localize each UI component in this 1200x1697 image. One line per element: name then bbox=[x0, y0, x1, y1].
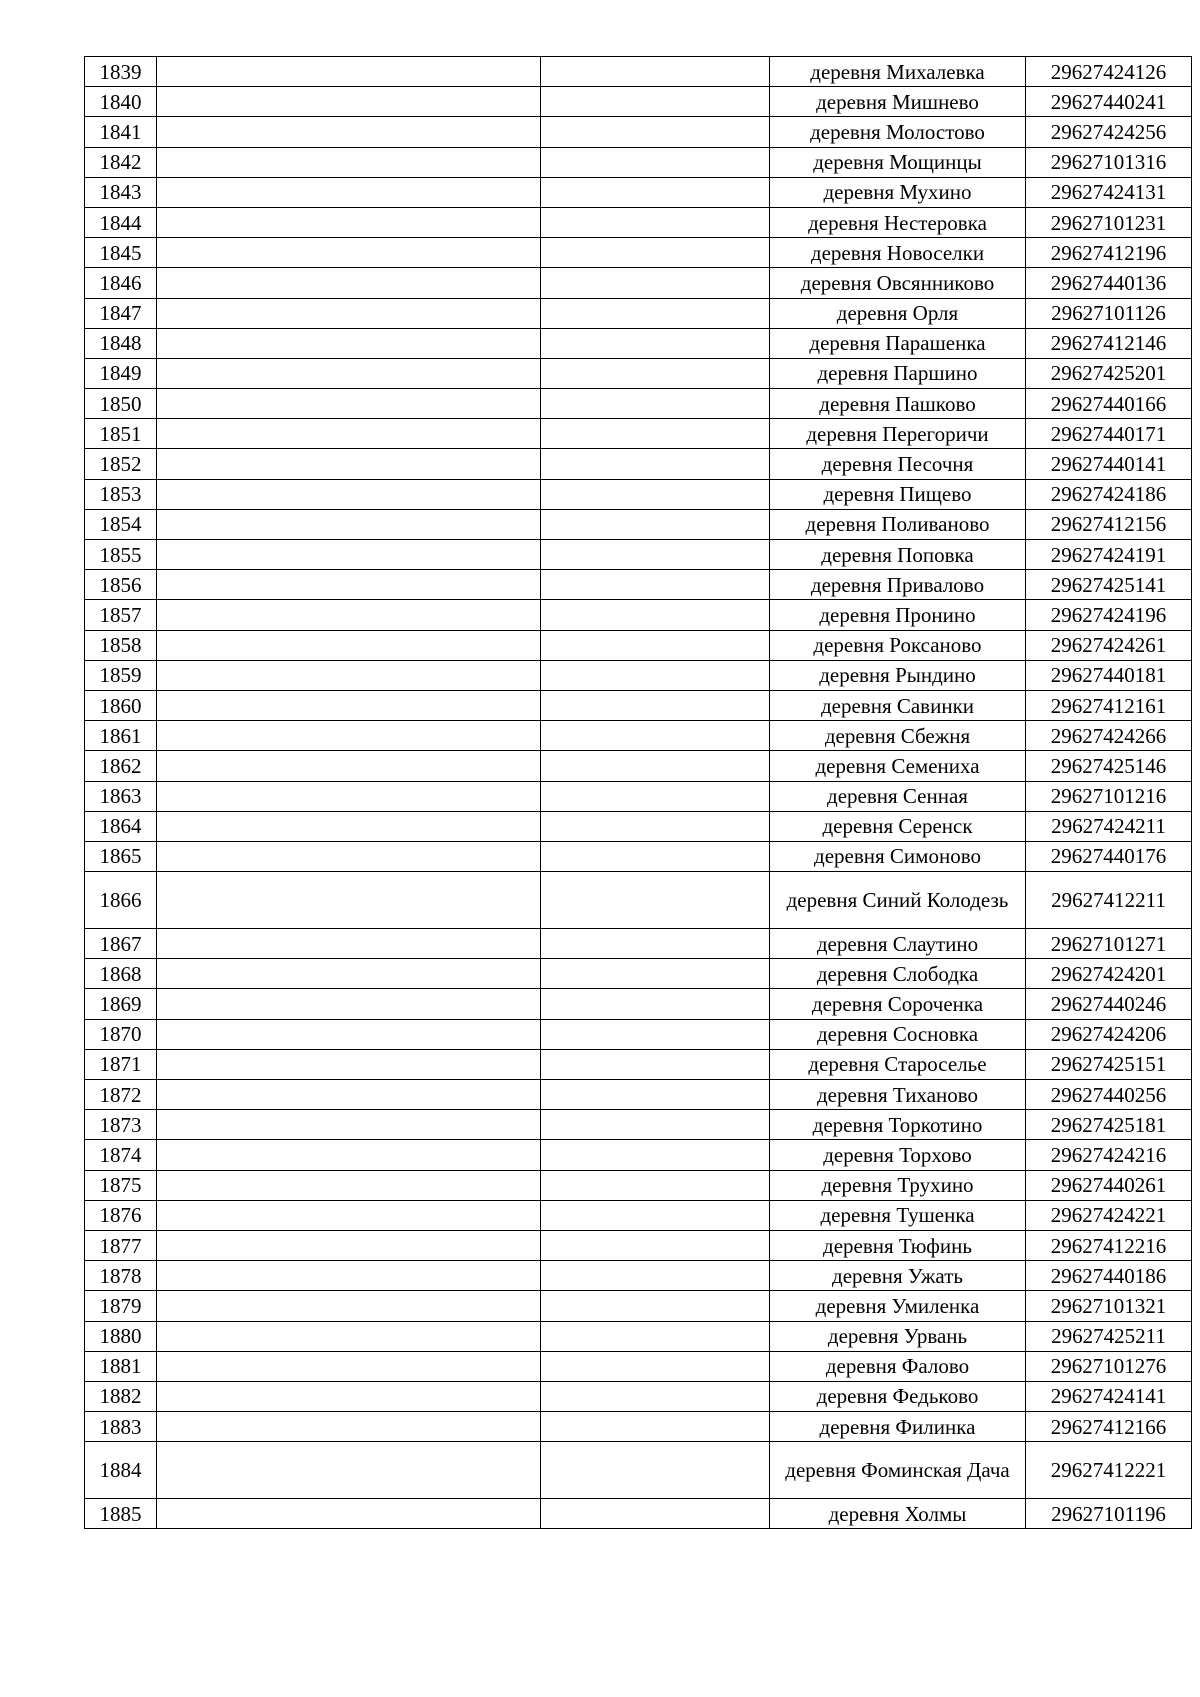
empty-cell bbox=[157, 811, 541, 841]
empty-cell bbox=[541, 721, 770, 751]
row-number-cell: 1884 bbox=[85, 1442, 157, 1499]
row-number-cell: 1852 bbox=[85, 449, 157, 479]
empty-cell bbox=[157, 1140, 541, 1170]
empty-cell bbox=[157, 1261, 541, 1291]
empty-cell bbox=[541, 1140, 770, 1170]
empty-cell bbox=[157, 117, 541, 147]
table-row bbox=[85, 1019, 1192, 1049]
empty-cell bbox=[541, 872, 770, 929]
settlement-name-cell: деревня Привалово bbox=[770, 570, 1026, 600]
row-number-cell: 1857 bbox=[85, 600, 157, 630]
oktmo-code-cell: 29627412196 bbox=[1026, 238, 1192, 268]
row-number-cell: 1845 bbox=[85, 238, 157, 268]
empty-cell bbox=[157, 1499, 541, 1529]
empty-cell bbox=[157, 358, 541, 388]
empty-cell bbox=[541, 1442, 770, 1499]
settlement-name-cell: деревня Урвань bbox=[770, 1321, 1026, 1351]
oktmo-code-cell: 29627440176 bbox=[1026, 841, 1192, 871]
empty-cell bbox=[541, 811, 770, 841]
empty-cell bbox=[541, 1291, 770, 1321]
settlement-name-cell: деревня Тюфинь bbox=[770, 1230, 1026, 1260]
settlement-name-cell: деревня Савинки bbox=[770, 690, 1026, 720]
table-row bbox=[85, 1351, 1192, 1381]
row-number-cell: 1868 bbox=[85, 959, 157, 989]
row-number-cell: 1866 bbox=[85, 872, 157, 929]
row-number-cell: 1859 bbox=[85, 660, 157, 690]
row-number-cell: 1883 bbox=[85, 1412, 157, 1442]
row-number-cell: 1843 bbox=[85, 177, 157, 207]
empty-cell bbox=[541, 1110, 770, 1140]
oktmo-code-cell: 29627424216 bbox=[1026, 1140, 1192, 1170]
table-row bbox=[85, 1442, 1192, 1499]
empty-cell bbox=[541, 929, 770, 959]
row-number-cell: 1847 bbox=[85, 298, 157, 328]
table-row bbox=[85, 1321, 1192, 1351]
empty-cell bbox=[541, 1019, 770, 1049]
empty-cell bbox=[541, 1499, 770, 1529]
empty-cell bbox=[157, 298, 541, 328]
settlement-name-cell: деревня Мишнево bbox=[770, 87, 1026, 117]
oktmo-code-cell: 29627424141 bbox=[1026, 1381, 1192, 1411]
settlement-name-cell: деревня Михалевка bbox=[770, 57, 1026, 87]
settlement-name-cell: деревня Мухино bbox=[770, 177, 1026, 207]
empty-cell bbox=[157, 1442, 541, 1499]
table-row bbox=[85, 660, 1192, 690]
row-number-cell: 1863 bbox=[85, 781, 157, 811]
empty-cell bbox=[541, 117, 770, 147]
row-number-cell: 1865 bbox=[85, 841, 157, 871]
row-number-cell: 1849 bbox=[85, 358, 157, 388]
oktmo-code-cell: 29627424266 bbox=[1026, 721, 1192, 751]
oktmo-code-cell: 29627101276 bbox=[1026, 1351, 1192, 1381]
empty-cell bbox=[541, 509, 770, 539]
settlement-name-cell: деревня Слободка bbox=[770, 959, 1026, 989]
table-row bbox=[85, 841, 1192, 871]
oktmo-code-cell: 29627425141 bbox=[1026, 570, 1192, 600]
settlement-name-cell: деревня Холмы bbox=[770, 1499, 1026, 1529]
empty-cell bbox=[157, 1351, 541, 1381]
oktmo-code-cell: 29627412161 bbox=[1026, 690, 1192, 720]
empty-cell bbox=[157, 929, 541, 959]
settlement-name-cell: деревня Федьково bbox=[770, 1381, 1026, 1411]
table-row bbox=[85, 1170, 1192, 1200]
oktmo-code-cell: 29627425146 bbox=[1026, 751, 1192, 781]
settlement-name-cell: деревня Сосновка bbox=[770, 1019, 1026, 1049]
empty-cell bbox=[541, 419, 770, 449]
empty-cell bbox=[541, 600, 770, 630]
row-number-cell: 1880 bbox=[85, 1321, 157, 1351]
row-number-cell: 1869 bbox=[85, 989, 157, 1019]
oktmo-code-cell: 29627101271 bbox=[1026, 929, 1192, 959]
empty-cell bbox=[541, 298, 770, 328]
oktmo-code-cell: 29627424131 bbox=[1026, 177, 1192, 207]
empty-cell bbox=[157, 1291, 541, 1321]
table-row bbox=[85, 1080, 1192, 1110]
oktmo-code-cell: 29627440186 bbox=[1026, 1261, 1192, 1291]
oktmo-code-cell: 29627425211 bbox=[1026, 1321, 1192, 1351]
table-row bbox=[85, 959, 1192, 989]
settlement-name-cell: деревня Семениха bbox=[770, 751, 1026, 781]
oktmo-code-cell: 29627424256 bbox=[1026, 117, 1192, 147]
table-row bbox=[85, 479, 1192, 509]
empty-cell bbox=[541, 781, 770, 811]
oktmo-code-cell: 29627440141 bbox=[1026, 449, 1192, 479]
table-row bbox=[85, 1261, 1192, 1291]
empty-cell bbox=[541, 389, 770, 419]
row-number-cell: 1839 bbox=[85, 57, 157, 87]
empty-cell bbox=[157, 1412, 541, 1442]
settlement-name-cell: деревня Поливаново bbox=[770, 509, 1026, 539]
table-row bbox=[85, 1291, 1192, 1321]
empty-cell bbox=[541, 177, 770, 207]
table-row bbox=[85, 872, 1192, 929]
empty-cell bbox=[541, 57, 770, 87]
empty-cell bbox=[157, 268, 541, 298]
table-row bbox=[85, 989, 1192, 1019]
oktmo-code-cell: 29627101316 bbox=[1026, 147, 1192, 177]
oktmo-code-cell: 29627424211 bbox=[1026, 811, 1192, 841]
settlement-name-cell: деревня Пронино bbox=[770, 600, 1026, 630]
settlement-name-cell: деревня Симоново bbox=[770, 841, 1026, 871]
table-row bbox=[85, 207, 1192, 237]
settlement-name-cell: деревня Тушенка bbox=[770, 1200, 1026, 1230]
row-number-cell: 1844 bbox=[85, 207, 157, 237]
row-number-cell: 1882 bbox=[85, 1381, 157, 1411]
settlement-name-cell: деревня Овсянниково bbox=[770, 268, 1026, 298]
table-row bbox=[85, 449, 1192, 479]
empty-cell bbox=[541, 328, 770, 358]
table-row bbox=[85, 1140, 1192, 1170]
table-row bbox=[85, 419, 1192, 449]
row-number-cell: 1855 bbox=[85, 540, 157, 570]
row-number-cell: 1860 bbox=[85, 690, 157, 720]
table-row bbox=[85, 1049, 1192, 1079]
table-row bbox=[85, 1200, 1192, 1230]
table-row bbox=[85, 87, 1192, 117]
row-number-cell: 1841 bbox=[85, 117, 157, 147]
empty-cell bbox=[541, 207, 770, 237]
empty-cell bbox=[157, 238, 541, 268]
oktmo-code-cell: 29627101126 bbox=[1026, 298, 1192, 328]
empty-cell bbox=[541, 841, 770, 871]
settlement-name-cell: деревня Пашково bbox=[770, 389, 1026, 419]
row-number-cell: 1853 bbox=[85, 479, 157, 509]
empty-cell bbox=[541, 1049, 770, 1079]
oktmo-code-cell: 29627424126 bbox=[1026, 57, 1192, 87]
empty-cell bbox=[157, 328, 541, 358]
empty-cell bbox=[157, 781, 541, 811]
empty-cell bbox=[541, 1412, 770, 1442]
empty-cell bbox=[157, 419, 541, 449]
row-number-cell: 1876 bbox=[85, 1200, 157, 1230]
settlement-name-cell: деревня Песочня bbox=[770, 449, 1026, 479]
settlement-name-cell: деревня Ужать bbox=[770, 1261, 1026, 1291]
empty-cell bbox=[157, 57, 541, 87]
empty-cell bbox=[157, 841, 541, 871]
table-row bbox=[85, 811, 1192, 841]
table-row bbox=[85, 1230, 1192, 1260]
table-row bbox=[85, 358, 1192, 388]
empty-cell bbox=[157, 872, 541, 929]
settlement-name-cell: деревня Трухино bbox=[770, 1170, 1026, 1200]
settlement-name-cell: деревня Сенная bbox=[770, 781, 1026, 811]
row-number-cell: 1850 bbox=[85, 389, 157, 419]
settlement-name-cell: деревня Торхово bbox=[770, 1140, 1026, 1170]
empty-cell bbox=[157, 600, 541, 630]
settlement-name-cell: деревня Пищево bbox=[770, 479, 1026, 509]
oktmo-code-cell: 29627440171 bbox=[1026, 419, 1192, 449]
oktmo-code-cell: 29627101321 bbox=[1026, 1291, 1192, 1321]
settlement-name-cell: деревня Поповка bbox=[770, 540, 1026, 570]
table-row bbox=[85, 1412, 1192, 1442]
settlement-name-cell: деревня Фоминская Дача bbox=[770, 1442, 1026, 1499]
row-number-cell: 1864 bbox=[85, 811, 157, 841]
oktmo-code-cell: 29627424206 bbox=[1026, 1019, 1192, 1049]
row-number-cell: 1842 bbox=[85, 147, 157, 177]
settlement-name-cell: деревня Нестеровка bbox=[770, 207, 1026, 237]
empty-cell bbox=[157, 1019, 541, 1049]
row-number-cell: 1871 bbox=[85, 1049, 157, 1079]
empty-cell bbox=[157, 540, 541, 570]
empty-cell bbox=[541, 751, 770, 781]
empty-cell bbox=[157, 690, 541, 720]
table-row bbox=[85, 1381, 1192, 1411]
empty-cell bbox=[157, 570, 541, 600]
empty-cell bbox=[541, 268, 770, 298]
empty-cell bbox=[541, 358, 770, 388]
empty-cell bbox=[541, 1080, 770, 1110]
settlement-name-cell: деревня Перегоричи bbox=[770, 419, 1026, 449]
oktmo-code-cell: 29627424261 bbox=[1026, 630, 1192, 660]
empty-cell bbox=[157, 989, 541, 1019]
table-row bbox=[85, 751, 1192, 781]
table-row bbox=[85, 177, 1192, 207]
empty-cell bbox=[541, 630, 770, 660]
empty-cell bbox=[157, 479, 541, 509]
empty-cell bbox=[157, 1170, 541, 1200]
empty-cell bbox=[157, 630, 541, 660]
empty-cell bbox=[541, 660, 770, 690]
table-row bbox=[85, 929, 1192, 959]
settlement-name-cell: деревня Сбежня bbox=[770, 721, 1026, 751]
empty-cell bbox=[157, 1049, 541, 1079]
row-number-cell: 1881 bbox=[85, 1351, 157, 1381]
row-number-cell: 1848 bbox=[85, 328, 157, 358]
settlement-name-cell: деревня Тиханово bbox=[770, 1080, 1026, 1110]
table-row bbox=[85, 781, 1192, 811]
table-row bbox=[85, 630, 1192, 660]
oktmo-code-cell: 29627424221 bbox=[1026, 1200, 1192, 1230]
settlement-name-cell: деревня Мощинцы bbox=[770, 147, 1026, 177]
oktmo-code-cell: 29627424196 bbox=[1026, 600, 1192, 630]
table-row bbox=[85, 57, 1192, 87]
row-number-cell: 1878 bbox=[85, 1261, 157, 1291]
settlement-name-cell: деревня Новоселки bbox=[770, 238, 1026, 268]
oktmo-code-cell: 29627425151 bbox=[1026, 1049, 1192, 1079]
empty-cell bbox=[157, 147, 541, 177]
table-row bbox=[85, 1110, 1192, 1140]
oktmo-code-cell: 29627425201 bbox=[1026, 358, 1192, 388]
settlement-name-cell: деревня Фалово bbox=[770, 1351, 1026, 1381]
settlements-table-body bbox=[85, 57, 1192, 1529]
oktmo-code-cell: 29627412156 bbox=[1026, 509, 1192, 539]
oktmo-code-cell: 29627440261 bbox=[1026, 1170, 1192, 1200]
empty-cell bbox=[541, 1321, 770, 1351]
empty-cell bbox=[157, 1110, 541, 1140]
empty-cell bbox=[541, 1261, 770, 1291]
settlement-name-cell: деревня Синий Колодезь bbox=[770, 872, 1026, 929]
empty-cell bbox=[157, 1230, 541, 1260]
row-number-cell: 1862 bbox=[85, 751, 157, 781]
empty-cell bbox=[541, 1170, 770, 1200]
settlement-name-cell: деревня Умиленка bbox=[770, 1291, 1026, 1321]
empty-cell bbox=[157, 1080, 541, 1110]
row-number-cell: 1885 bbox=[85, 1499, 157, 1529]
table-row bbox=[85, 328, 1192, 358]
settlement-name-cell: деревня Паршино bbox=[770, 358, 1026, 388]
settlement-name-cell: деревня Филинка bbox=[770, 1412, 1026, 1442]
oktmo-code-cell: 29627101216 bbox=[1026, 781, 1192, 811]
settlement-name-cell: деревня Торкотино bbox=[770, 1110, 1026, 1140]
settlement-name-cell: деревня Рындино bbox=[770, 660, 1026, 690]
settlement-name-cell: деревня Серенск bbox=[770, 811, 1026, 841]
oktmo-code-cell: 29627412146 bbox=[1026, 328, 1192, 358]
oktmo-code-cell: 29627440136 bbox=[1026, 268, 1192, 298]
oktmo-code-cell: 29627101231 bbox=[1026, 207, 1192, 237]
row-number-cell: 1861 bbox=[85, 721, 157, 751]
row-number-cell: 1872 bbox=[85, 1080, 157, 1110]
row-number-cell: 1874 bbox=[85, 1140, 157, 1170]
empty-cell bbox=[157, 207, 541, 237]
oktmo-code-cell: 29627424186 bbox=[1026, 479, 1192, 509]
oktmo-code-cell: 29627440181 bbox=[1026, 660, 1192, 690]
empty-cell bbox=[541, 1381, 770, 1411]
table-row bbox=[85, 540, 1192, 570]
empty-cell bbox=[157, 509, 541, 539]
oktmo-code-cell: 29627412221 bbox=[1026, 1442, 1192, 1499]
oktmo-code-cell: 29627440241 bbox=[1026, 87, 1192, 117]
settlement-name-cell: деревня Слаутино bbox=[770, 929, 1026, 959]
row-number-cell: 1851 bbox=[85, 419, 157, 449]
settlement-name-cell: деревня Староселье bbox=[770, 1049, 1026, 1079]
oktmo-code-cell: 29627412211 bbox=[1026, 872, 1192, 929]
empty-cell bbox=[541, 540, 770, 570]
row-number-cell: 1858 bbox=[85, 630, 157, 660]
row-number-cell: 1840 bbox=[85, 87, 157, 117]
empty-cell bbox=[157, 1200, 541, 1230]
settlement-name-cell: деревня Сороченка bbox=[770, 989, 1026, 1019]
empty-cell bbox=[541, 238, 770, 268]
empty-cell bbox=[157, 721, 541, 751]
empty-cell bbox=[157, 1321, 541, 1351]
settlement-name-cell: деревня Парашенка bbox=[770, 328, 1026, 358]
empty-cell bbox=[157, 177, 541, 207]
row-number-cell: 1879 bbox=[85, 1291, 157, 1321]
empty-cell bbox=[157, 449, 541, 479]
empty-cell bbox=[157, 751, 541, 781]
oktmo-code-cell: 29627425181 bbox=[1026, 1110, 1192, 1140]
row-number-cell: 1873 bbox=[85, 1110, 157, 1140]
row-number-cell: 1870 bbox=[85, 1019, 157, 1049]
oktmo-code-cell: 29627101196 bbox=[1026, 1499, 1192, 1529]
row-number-cell: 1875 bbox=[85, 1170, 157, 1200]
row-number-cell: 1856 bbox=[85, 570, 157, 600]
oktmo-code-cell: 29627424201 bbox=[1026, 959, 1192, 989]
settlements-table bbox=[84, 56, 1192, 1529]
empty-cell bbox=[157, 389, 541, 419]
empty-cell bbox=[541, 570, 770, 600]
settlement-name-cell: деревня Орля bbox=[770, 298, 1026, 328]
oktmo-code-cell: 29627424191 bbox=[1026, 540, 1192, 570]
table-row bbox=[85, 147, 1192, 177]
table-row bbox=[85, 600, 1192, 630]
row-number-cell: 1877 bbox=[85, 1230, 157, 1260]
table-row bbox=[85, 117, 1192, 147]
empty-cell bbox=[541, 147, 770, 177]
row-number-cell: 1846 bbox=[85, 268, 157, 298]
row-number-cell: 1867 bbox=[85, 929, 157, 959]
empty-cell bbox=[541, 1230, 770, 1260]
empty-cell bbox=[157, 1381, 541, 1411]
empty-cell bbox=[541, 479, 770, 509]
table-row bbox=[85, 690, 1192, 720]
settlement-name-cell: деревня Роксаново bbox=[770, 630, 1026, 660]
empty-cell bbox=[541, 1351, 770, 1381]
oktmo-code-cell: 29627440246 bbox=[1026, 989, 1192, 1019]
empty-cell bbox=[157, 660, 541, 690]
empty-cell bbox=[157, 959, 541, 989]
table-row bbox=[85, 1499, 1192, 1529]
empty-cell bbox=[541, 449, 770, 479]
row-number-cell: 1854 bbox=[85, 509, 157, 539]
oktmo-code-cell: 29627440166 bbox=[1026, 389, 1192, 419]
empty-cell bbox=[541, 989, 770, 1019]
table-row bbox=[85, 238, 1192, 268]
table-row bbox=[85, 268, 1192, 298]
table-row bbox=[85, 389, 1192, 419]
empty-cell bbox=[541, 1200, 770, 1230]
empty-cell bbox=[541, 87, 770, 117]
table-row bbox=[85, 721, 1192, 751]
table-row bbox=[85, 509, 1192, 539]
table-row bbox=[85, 298, 1192, 328]
settlement-name-cell: деревня Молостово bbox=[770, 117, 1026, 147]
empty-cell bbox=[157, 87, 541, 117]
table-row bbox=[85, 570, 1192, 600]
empty-cell bbox=[541, 959, 770, 989]
oktmo-code-cell: 29627412216 bbox=[1026, 1230, 1192, 1260]
oktmo-code-cell: 29627412166 bbox=[1026, 1412, 1192, 1442]
empty-cell bbox=[541, 690, 770, 720]
oktmo-code-cell: 29627440256 bbox=[1026, 1080, 1192, 1110]
